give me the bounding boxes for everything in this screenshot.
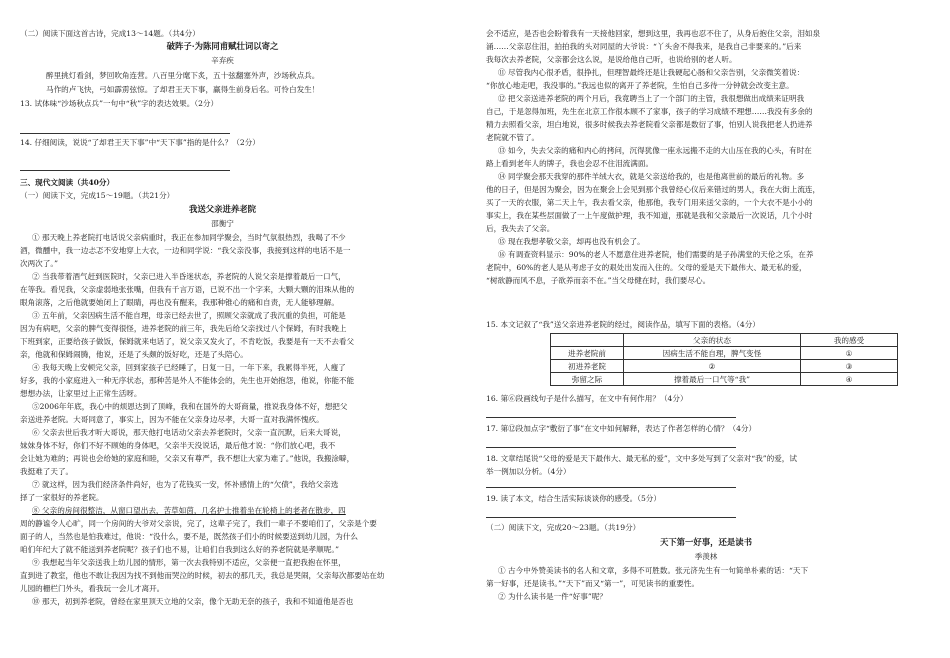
reading-1-intro: （一）阅读下文，完成15～19题。（共21分） [20, 191, 175, 200]
question-13: 13. 试体味“沙场秋点兵”一句中“秋”字的表达效果。（2分） [20, 99, 219, 108]
paragraph-line: 因为有病吧，父亲的脾气变得很怪，进养老院的前三年，我先后给父亲找过八个保姆，有时我晚上 [20, 324, 347, 333]
paragraph-line: 买了一天的衣服，第二天上午，我去看父亲，他那他，我专门用来送父亲的，一个大衣不是小小的 [486, 198, 813, 207]
table-header-state: 父亲的状态 [624, 334, 801, 347]
poem-line-2: 马作的卢飞快，弓如霹雳弦惊。了却君王天下事，赢得生前身后名。可怜白发生！ [46, 85, 320, 94]
table-cell-feel[interactable]: ③ [801, 360, 898, 373]
paragraph-line: 在等我。看见我，父亲虚弱地张张嘴，但我有千言万语，已说不出一个字来，大颗大颗的泪珠从他的 [20, 285, 355, 294]
article-2-para-2: ② 为什么读书是一件“好事”呢？ [498, 592, 607, 601]
answer-line-13[interactable] [20, 133, 230, 134]
answer-line-19[interactable] [486, 517, 736, 518]
question-15: 15. 本文记叙了“我”送父亲进养老院的经过，阅读作品，填写下面的表格。（4分） [486, 320, 760, 329]
table-cell-state: 因病生活不能自理，脾气变怪 [624, 347, 801, 360]
table-corner-cell [551, 334, 624, 347]
status-table [550, 333, 898, 386]
paragraph-line: 亲送进养老院。大哥同意了，事实上，因为不能在父亲身边尽孝，大哥一直对我满怀愧疚。 [20, 415, 324, 424]
underlined-sentence-line: ⑧ 父亲的房间很整洁，从窗口望出去，苦草如茵，几名护士推着坐在轮椅上的老者在散步，四 [32, 506, 346, 515]
paragraph-line: 面子的人，当然也是怕我难过，他说：“没什么，要不是，既然孩子们小的时候要送到幼儿园，为什么 [20, 532, 359, 541]
table-cell-feel[interactable]: ① [801, 347, 898, 360]
paragraph-line: ⑪ 尽管我内心很矛盾，很挣扎，但理智最终还是让我硬起心肠和父亲告别，父亲微笑着说： [498, 68, 805, 77]
paragraph-line: ⑤2006年年底，我心中的烦恩达到了顶峰，我和在国外的大哥商量，推说我身体不好，想把父 [32, 402, 348, 411]
paragraph-line: 精力去照看父亲，坦白地说，很多时候我去养老院看父亲都是数衍了事，怕别人说我把老人扔进养 [486, 120, 813, 129]
paragraph-line: 老院中，60%的老人是从考虑子女的艰处出发而入住的。父母的爱是天下最伟大、最无私的爱， [486, 263, 807, 272]
paragraph-line: “你放心地走吧，我没事的。”我远也似的离开了养老院，生怕自己多待一分钟就会改变主意。 [486, 81, 794, 90]
paragraph-line: ⑯ 有调查资料显示：90%的老人不愿意住进养老院，他们需要的是子孙满堂的天伦之乐，在养 [498, 250, 814, 259]
article-author: 邵衡宁 [211, 219, 234, 228]
paragraph-line: 亲，他就和保姆闹腾，他说，还是了头颇的饭好吃，还是了头陪心。 [20, 350, 248, 359]
paragraph-line: 涌……父亲忍住泪，拍拍我的头对同屋的大爷说：“丫头舍不得我来，是我自己非要来的。”后来 [486, 42, 802, 51]
paragraph-line: ④ 我每天晚上安顿完父亲，回到家孩子已经睡了，日复一日，一年下来，我累得半死，人瘦了 [32, 363, 346, 372]
paragraph-line: ⑩ 那天，初到养老院，曾经在家里顶天立地的父亲，像个无助无奈的孩子，我和不知道他是否也 [32, 597, 354, 606]
paragraph-line: 咱们年纪大了就不能送到养老院呢？孩子们也不易，让咱们自我到这么好的养老院就是孝顺呢。” [20, 545, 340, 554]
poem-author: 辛弃疾 [211, 56, 234, 65]
answer-line-17[interactable] [486, 447, 736, 448]
paragraph-line: 择了一家很好的养老院。 [20, 493, 104, 502]
article-2-para-1a: ① 古今中外赞美读书的名人和文章，多得不可胜数。张元济先生有一句简单朴素的话：“天下 [498, 566, 809, 575]
table-cell-stage: 进养老院前 [551, 347, 624, 360]
table-cell-state[interactable]: ② [624, 360, 801, 373]
paragraph-line: ⑦ 就这样，因为我们经济条件尚好，也为了花钱买一安，怀补感情上的“欠债”，我给父亲选 [32, 480, 339, 489]
paragraph-line: 周的静谧令人心旷，同一个房间的大爷对父亲说，完了，这辈子完了，我们一辈子不要咱们了，父亲是个要 [20, 519, 377, 528]
table-cell-feel[interactable]: ④ [801, 373, 898, 386]
answer-line-16[interactable] [486, 417, 736, 418]
paragraph-line: ⑮ 现在我想孝敬父亲，却再也没有机会了。 [498, 237, 645, 246]
table-cell-state: 撑着最后一口气等“我” [624, 373, 801, 386]
question-17: 17. 第⑫段加点字“敷衍了事”在文中如何解释，表达了作者怎样的心情？（4分） [486, 424, 757, 433]
article-title: 我送父亲进养老院 [189, 204, 256, 214]
article-2-author: 季羡林 [694, 552, 718, 561]
paragraph-line: 眼角滚落，之后他就要她闭上了眼睛，再也没有醒来，我那种锥心的痛和自责，无人能够理解。 [20, 298, 339, 307]
article-2-title: 天下第一好事，还是读书 [659, 537, 753, 547]
paragraph-line: 我每次去养老院，父亲都会这么说，是说给他自己听，也说给别的老人听。 [486, 55, 737, 64]
question-16: 16. 第⑥段画线句子是什么描写，在文中有何作用？（4分） [486, 394, 688, 403]
paragraph-line: 次两次了。” [20, 259, 59, 268]
paragraph-line: 妹妹身体不好，你们不好不顾她的身体吧，父亲半天没说话，最后他才说：“你们放心吧，我不 [20, 441, 336, 450]
paragraph-line: ⑬ 如今，失去父亲的痛和内心的拷问，沉得犹像一座永远搬不走的大山压在我的心头，有时在 [498, 146, 812, 155]
paragraph-line: 路上看到老年人的牌子，我也会忍不住泪流满面。 [486, 159, 654, 168]
table-cell-stage: 初进养老院 [551, 360, 624, 373]
question-19: 19. 读了本文，结合生活实际谈谈你的感受。（5分） [486, 494, 661, 503]
poem-section-heading: （二）阅读下面这首古诗，完成13～14题。（共4分） [20, 29, 200, 38]
reading-2-intro: （二）阅读下文，完成20～23题。（共19分） [486, 523, 641, 532]
paragraph-line: 事实上，我在某些层面做了一上午度做护理，我不知道，那就是我和父亲最后一次说话，几个小时 [486, 211, 813, 220]
table-cell-stage: 弥留之际 [551, 373, 624, 386]
paragraph-line: ⑭ 同学聚会那天我穿的那件羊绒大衣，就是父亲送给我的，也是他离世前的最后的礼物。多 [498, 172, 805, 181]
answer-line-14[interactable] [20, 170, 230, 171]
paragraph-line: ⑨ 我想起当年父亲送我上幼儿园的情形，第一次去我特别不适应，父亲便一直把我抱在怀里， [32, 558, 346, 567]
paragraph-line: ② 当我带着酒气赶到医院时，父亲已进入半昏迷状态，养老院的人说父亲是撑着最后一口气， [32, 272, 346, 281]
paragraph-line: 儿园的栅栏门外头，看我玩一会儿才离开。 [20, 584, 165, 593]
question-18-line-1: 18. 文章结尾说“父母的爱是天下最伟大、最无私的爱”，文中多处写到了父亲对“我”的爱，试 [486, 454, 797, 463]
paragraph-line: ③ 五年前，父亲因病生活不能自理，母亲已经去世了，照顾父亲就成了我沉重的负担，可能是 [32, 311, 346, 320]
paragraph-line: 酒，微醺中，我一边忐忑不安地穿上大衣，一边和同学说：“我父亲没事，我接到这样的电话不是一 [20, 246, 351, 255]
table-row [551, 347, 898, 360]
paragraph-line: 会不适应，是否也会盼着我有一天接他回家，想到这里，我再也忍不住了，从身后抱住父亲，泪如泉 [486, 29, 821, 38]
paragraph-line: 后，我失去了父亲。 [486, 224, 555, 233]
paragraph-line: ① 那天晚上养老院打电话说父亲病重时，我正在参加同学聚会，当时气氛很热烈，我喝了不少 [32, 233, 346, 242]
table-row [551, 360, 898, 373]
paragraph-line: 自己，于是忽得加班，先生在北京工作很本顾不了家事，孩子的学习成绩不理想……我没有多余的 [486, 107, 813, 116]
paragraph-line: ⑥ 父亲去世后我才听大哥说，那天他打电话动父亲去养老院时，父亲一直沉默，后来大哥说， [32, 428, 346, 437]
paragraph-line: 我挺难了天了。 [20, 467, 74, 476]
section-3-heading: 三、现代文阅读（共40分） [20, 178, 115, 187]
paragraph-line: 他的日子，但是因为聚会，因为在聚会上会见到那个我曾经心仪后来错过的男人，我在大街上流连， [486, 185, 821, 194]
paragraph-line: 会让她为难的；再说也会给她的家庭和睦，父亲又有尊严，我不想让大家为难了。”他说，我搬涂噼， [20, 454, 355, 463]
paragraph-line: 直到进了教室，他也不敢让我因为找不到他而哭泣的时候，初去的那几天，我总是哭闹，父亲每次都要站在幼 [20, 571, 385, 580]
paragraph-line: ⑫ 把父亲送进养老院的两个月后，我竟聘当上了一个部门的主管，我很想做出成绩来证明我 [498, 94, 805, 103]
paragraph-line: 老院就不管了。 [486, 133, 540, 142]
answer-line-18[interactable] [486, 487, 736, 488]
paragraph-line: 想想办法，让家里过上正常生活呀。 [20, 389, 142, 398]
paragraph-line: “树欲静而风不息，子欲养而亲不在。”当父母健在时，我们要尽心。 [486, 276, 711, 285]
paragraph-line: 好多，我的小家庭进入一种无序状态，那种苦是外人不能体会的，先生也开始抱怨，他说，你能不能 [20, 376, 355, 385]
poem-line-1: 醉里挑灯看剑，梦回吹角连营。八百里分麾下炙，五十弦翻塞外声，沙场秋点兵。 [46, 71, 320, 80]
paragraph-line: 下班到家，正要给孩子做饭，保姆就来电话了，说父亲又发火了，不肯吃饭，我要是有一天不去看父 [20, 337, 355, 346]
table-row [551, 373, 898, 386]
article-2-para-1b: 第一好事，还是读书。”“天下”而又“第一”，可见读书的重要性。 [486, 579, 700, 588]
question-14: 14. 仔细阅读，说说“了却君王天下事”中“天下事”指的是什么？（2分） [20, 138, 260, 147]
poem-title: 破阵子·为陈同甫赋壮词以寄之 [166, 41, 279, 51]
table-header-feel: 我的感受 [801, 334, 898, 347]
question-18-line-2: 举一例加以分析。（4分） [486, 467, 571, 476]
